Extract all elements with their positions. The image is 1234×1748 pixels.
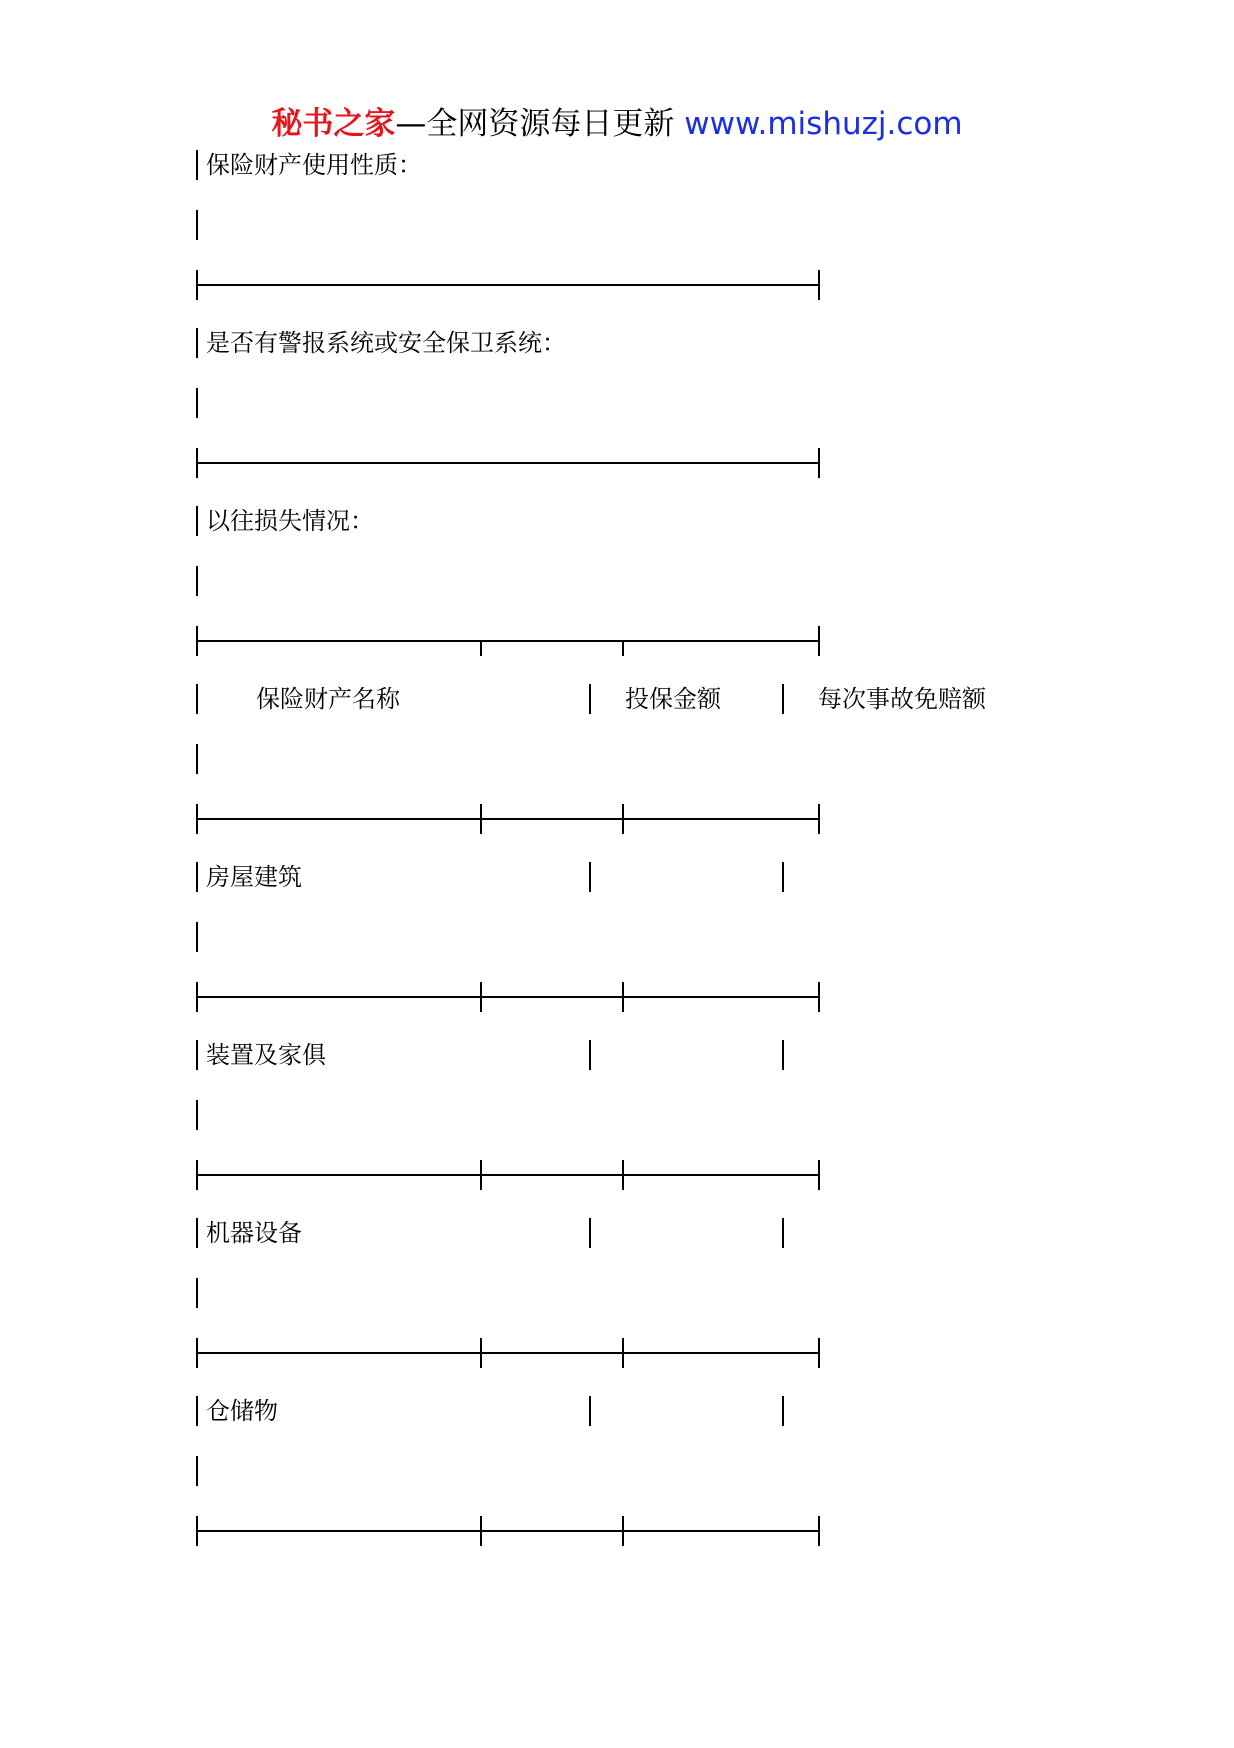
divider-tick — [622, 1516, 624, 1546]
table-row-label: 房屋建筑 — [206, 863, 302, 891]
border-left — [196, 210, 198, 240]
column-separator — [782, 862, 784, 892]
border-left — [196, 862, 198, 892]
column-separator — [589, 684, 591, 714]
divider-tick — [480, 1338, 482, 1368]
divider-tick — [622, 982, 624, 1012]
column-separator — [782, 1040, 784, 1070]
divider-tick — [480, 640, 482, 656]
border-left — [196, 150, 198, 180]
table-row-divider — [196, 996, 820, 998]
border-left — [196, 328, 198, 358]
column-header-deductible: 每次事故免赔额 — [818, 685, 986, 713]
border-left — [196, 1040, 198, 1070]
border-left — [196, 388, 198, 418]
divider-tick — [622, 1160, 624, 1190]
column-header-property-name: 保险财产名称 — [256, 685, 400, 713]
border-left — [196, 744, 198, 774]
site-url-link[interactable]: www.mishuzj.com — [684, 106, 963, 142]
divider-tick — [480, 1160, 482, 1190]
table-row-divider — [196, 1352, 820, 1354]
divider-tick — [818, 1338, 820, 1368]
divider-tick — [480, 982, 482, 1012]
column-separator — [589, 862, 591, 892]
divider-tick — [818, 270, 820, 300]
past-losses-label: 以往损失情况： — [206, 507, 374, 535]
alarm-system-label: 是否有警报系统或安全保卫系统： — [206, 329, 566, 357]
divider-tick — [818, 982, 820, 1012]
divider-tick — [196, 270, 198, 300]
divider-tick — [196, 448, 198, 478]
border-left — [196, 566, 198, 596]
column-separator — [782, 1396, 784, 1426]
divider-tick — [196, 982, 198, 1012]
border-left — [196, 506, 198, 536]
table-bottom-border — [196, 1530, 820, 1532]
divider-tick — [622, 804, 624, 834]
divider-tick — [480, 1516, 482, 1546]
column-separator — [589, 1396, 591, 1426]
divider-tick — [196, 1160, 198, 1190]
divider-tick — [818, 804, 820, 834]
border-left — [196, 1396, 198, 1426]
divider-tick — [480, 804, 482, 834]
column-separator — [782, 684, 784, 714]
column-separator — [782, 1218, 784, 1248]
border-left — [196, 1100, 198, 1130]
divider-tick — [196, 1338, 198, 1368]
divider-tick — [196, 626, 198, 656]
table-row-label: 机器设备 — [206, 1219, 302, 1247]
divider-line — [196, 284, 820, 286]
border-left — [196, 1278, 198, 1308]
divider-tick — [818, 1516, 820, 1546]
table-top-border — [196, 640, 820, 642]
divider-tick — [818, 626, 820, 656]
table-row-divider — [196, 818, 820, 820]
divider-line — [196, 462, 820, 464]
border-left — [196, 1218, 198, 1248]
column-separator — [589, 1218, 591, 1248]
table-row-divider — [196, 1174, 820, 1176]
table-row-label: 装置及家俱 — [206, 1041, 326, 1069]
column-separator — [589, 1040, 591, 1070]
brand-name: 秘书之家 — [271, 106, 396, 142]
border-left — [196, 922, 198, 952]
divider-tick — [622, 1338, 624, 1368]
table-row-label: 仓储物 — [206, 1397, 278, 1425]
border-left — [196, 1456, 198, 1486]
divider-tick — [818, 1160, 820, 1190]
divider-tick — [622, 640, 624, 656]
header-slogan: —全网资源每日更新 — [395, 106, 675, 142]
border-left — [196, 684, 198, 714]
divider-tick — [196, 1516, 198, 1546]
column-header-insured-amount: 投保金额 — [625, 685, 721, 713]
site-header — [0, 104, 1234, 144]
divider-tick — [196, 804, 198, 834]
usage-nature-label: 保险财产使用性质： — [206, 151, 422, 179]
divider-tick — [818, 448, 820, 478]
